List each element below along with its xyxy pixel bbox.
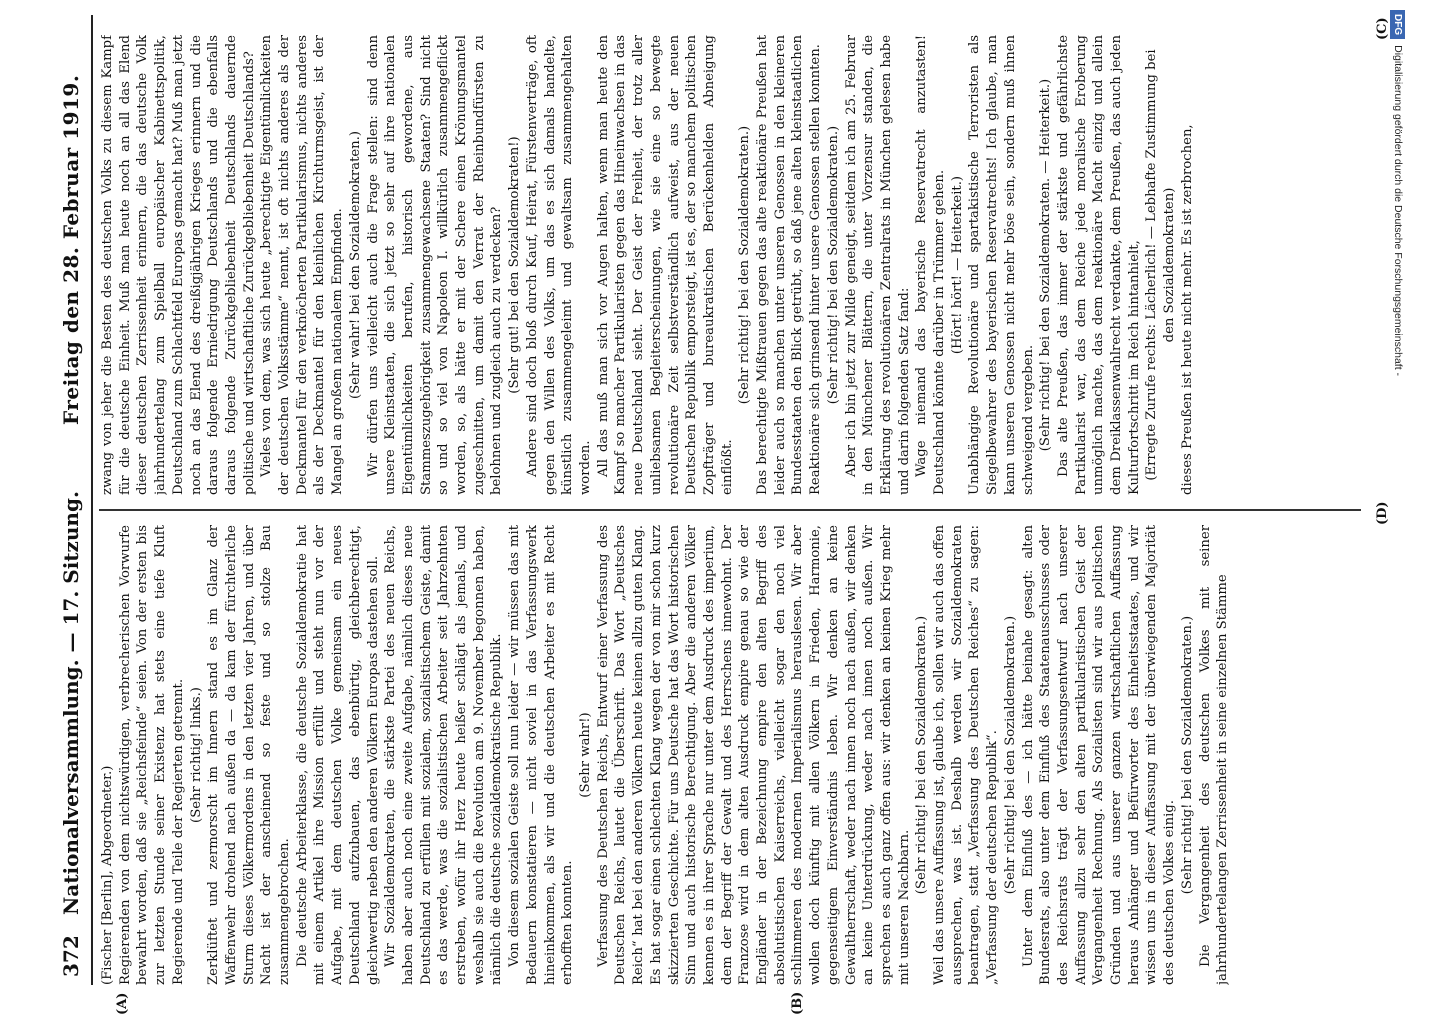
- right-column: [99, 35, 1359, 495]
- rotated-page: [55, 15, 1390, 1015]
- interjection: (Sehr richtig! bei den Sozialdemokraten. — Heiterkeit.): [1038, 78, 1054, 452]
- interjection: (Sehr richtig! bei den Sozialdemokraten.): [1179, 615, 1195, 895]
- paragraph: Vieles von dem, was sich heute „berechtigte Eigentümlichkeiten der deutschen Volksstämme“ nennt, ist oft nichts anderes als der Deckmantel für den verknöcherten Partikularismus, nichts anderes als der Deckmantel für den kleinlichen Kirchturmsgeist, ist der Mangel an großem nationalem Empfinden.: [259, 35, 346, 495]
- marker-d: (D): [1375, 501, 1390, 525]
- paragraph: Wage niemand das bayerische Reservatrecht anzutasten! Deutschland könnte darüber in Trümmer gehen.: [914, 35, 948, 495]
- interjection: (Sehr richtig! bei den Sozialdemokraten.): [1002, 615, 1018, 895]
- paragraph: Wir Sozialdemokraten, die stärkste Partei des neuen Reichs, haben aber auch noch eine zweite Aufgabe, nämlich dieses neue Deutschland zu erfüllen mit sozialem, sozialistischem Geiste, damit es das werde, was die sozialistischen Arbeiter seit Jahrzehnten erstreben, wofür ihr Herz heute heißer schlägt als jemals, und weshalb sie auch die Revolution am 9. November begonnen haben, nämlich die deutsche sozialdemokratische Republik.: [383, 525, 505, 985]
- session-title: Nationalversammlung. — 17. Sitzung.: [59, 491, 83, 915]
- paragraph: Zerklüftet und zermorscht im Innern stand es im Glanz der Waffenwehr drohend nach außen da — da kam der fürchterliche Sturm dieses Völkermordens in den letzten vier Jahren, und über Nacht ist der anscheinend so feste und so stolze Bau zusammengebrochen.: [206, 525, 293, 985]
- paragraph: Die Vergangenheit des deutschen Volkes mit seiner jahrhundertelangen Zerrissenheit in seine einzelnen Stämme: [1197, 525, 1231, 985]
- paragraph: Die deutsche Arbeiterklasse, die deutsche Sozialdemokratie hat mit einem Artikel ihre Mission erfüllt und steht nun vor der Aufgabe, mit dem deutschen Volke gemeinsam ein neues Deutschland aufzubauen, das ebenbürtig, gleichberechtigt, gleichwertig neben den anderen Völkern Europas dastehen soll.: [294, 525, 381, 985]
- funding-note: [1387, 10, 1409, 990]
- interjection: (Sehr gut! bei den Sozialdemokraten!): [507, 136, 523, 394]
- paragraph: (Fischer [Berlin], Abgeordneter.): [100, 765, 115, 985]
- paragraph: Unabhängige Revolutionäre und spartakistische Terroristen als Siegelbewahrer des bayerischen Reservatrechts! Ich glaube, man kann unseren Genossen nicht mehr böse sein, sondern muß ihnen schweigend vergeben.: [967, 35, 1036, 495]
- paragraph: Das berechtigte Mißtrauen gegen das alte reaktionäre Preußen hat leider auch so manchen unter unseren Genossen in den kleineren Bundesstaaten den Blick getrübt, so daß jene alten kleinstaatlichen Reaktionäre sich grinsend hinter unsere Genossen stellen konnten.: [755, 35, 824, 495]
- interjection: (Sehr richtig! bei den Sozialdemokraten.): [914, 615, 930, 895]
- paragraph: Das alte Preußen, das immer der stärkste und gefährlichste Partikularist war, das dem Reiche jede moralische Eroberung unmöglich machte, das dem reaktionäre Macht einzig und allein dem Dreiklassenwahlrecht verdankte, dem Preußen, das auch jeden Kulturfortschritt im Reich hintanhielt,: [1055, 35, 1142, 495]
- page-header: [55, 15, 91, 985]
- marker-b: (B): [790, 991, 805, 1015]
- paragraph: Andere sind doch bloß durch Kauf, Heirat, Fürstenverträge, oft gegen den Willen des Volks, um das es sich damals handelte, künstlich zusammengeleimt und gewaltsam zusammengehalten worden.: [524, 35, 593, 495]
- interjection: (Sehr richtig! links.): [188, 687, 204, 823]
- interjection: (Sehr wahr!): [577, 712, 593, 798]
- interjection: (Erregte Zurufe rechts: Lächerlich! — Lebhafte Zustimmung bei den Sozialdemokraten): [1144, 49, 1178, 481]
- paragraph: Von diesem sozialen Geiste soll nun leider — wir müssen das mit Bedauern konstatieren — nicht soviel in das Verfassungswerk hineinkommen, als wir und die deutschen Arbeiter es mit Recht erhofften konnten.: [507, 525, 576, 985]
- paragraph: Aber ich bin jetzt zur Milde geneigt, seitdem ich am 25. Februar in den Münchener Blättern, die unter Vorzensur standen, die Erklärung des revolutionären Zentralrats in München gelesen habe und darin folgenden Satz fand:: [843, 35, 912, 495]
- paragraph: dieses Preußen ist heute nicht mehr. Es ist zerbrochen,: [1179, 124, 1195, 495]
- marker-c: (C): [1375, 17, 1390, 40]
- paragraph: Wir dürfen uns vielleicht auch die Frage stellen: sind denn unsere Kleinstaaten, die sich jetzt so sehr auf ihre nationalen Eigentümlichkeiten berufen, historisch gewordene, aus Stammeszugehörigkeit zusammengewachsene Staaten? Sind nicht so und so viel von Napoleon I. willkürlich zusammengeflickt worden, so, als hätte er mit der Schere einen Krönungsmantel zugeschnitten, um damit den Verrat der Rheinbundfürsten zu belohnen und zugleich auch zu verdecken?: [365, 35, 505, 495]
- paragraph: Regierenden von dem nichtswürdigen, verbrecherischen Vorwurfe bewahrt worden, daß sie „Reichsfeinde“ seien. Von der ersten bis zur letzten Stunde seiner Existenz hat stets eine tiefe Kluft Regierende und Teile der Regierten getrennt.: [117, 525, 186, 985]
- paragraph: Verfassung des Deutschen Reichs, Entwurf einer Verfassung des Deutschen Reichs, lautet die Überschrift. Das Wort „Deutsches Reich“ hat bei den anderen Völkern heute keinen allzu guten Klang. Es hat sogar einen schlechten Klang wegen der von mir schon kurz skizzierten Geschichte. Für uns Deutsche hat das Wort historischen Sinn und auch historische Berechtigung. Aber die anderen Völker kennen es in ihrer Sprache nur unter dem Ausdruck des imperium, dem der Begriff der Gewalt und des Herrschens innewohnt. Der Franzose wird in dem alten Ausdruck empire genau so wie der Engländer in der Bezeichnung empire den alten Begriff des absolutistischen Kaiserreichs, vielleicht sogar den noch viel schlimmeren des modernen Imperialismus herauslesen. Wir aber wollen doch künftig mit allen Völkern in Frieden, Harmonie, gegenseitigem Einverständnis leben. Wir denken an keine Gewaltherrschaft, weder nach innen noch nach außen, wir denken an keine Unterdrückung, weder nach innen noch außen. Wir sprechen es auch ganz offen aus: wir denken an keinen Krieg mehr mit unseren Nachbarn.: [595, 525, 912, 985]
- interjection: (Sehr wahr! bei den Sozialdemokraten.): [347, 131, 363, 399]
- interjection: (Hört! hört! — Heiterkeit.): [949, 175, 965, 355]
- interjection: (Sehr richtig! bei den Sozialdemokraten.): [825, 125, 841, 405]
- session-date: Freitag den 28. Februar 1919.: [59, 74, 83, 425]
- column-divider: [99, 509, 1361, 511]
- interjection: (Sehr richtig! bei den Sozialdemokraten.): [737, 125, 753, 405]
- header-rule: [91, 15, 93, 985]
- left-column: [99, 525, 1359, 985]
- paragraph: Unter dem Einfluß des — ich hätte beinahe gesagt: alten Bundesrats, also unter dem Einfluß des Staatenausschusses oder des Reichsrats trägt der Verfassungsentwurf nach unserer Auffassung allzu sehr den alten partikularistischen Geist der Vergangenheit Rechnung. Als Sozialisten sind wir aus politischen Gründen und aus unserer ganzen wirtschaftlichen Auffassung heraus Anhänger und Befürworter des Einheitsstaates, und wir wissen uns in dieser Auffassung mit der überwiegenden Majorität des deutschen Volkes einig.: [1020, 525, 1178, 985]
- paragraph: Weil das unsere Auffassung ist, glaube ich, sollen wir auch das offen aussprechen, was ist. Deshalb werden wir Sozialdemokraten beantragen, statt „Verfassung des Deutschen Reiches“ zu sagen: „Verfassung der deutschen Republik“.: [932, 525, 1001, 985]
- paragraph: zwang von jeher die Besten des deutschen Volks zu diesem Kampf für die deutsche Einheit. Muß man heute noch an all das Elend dieser deutschen Zerrissenheit erinnern, die das deutsche Volk jahrhundertelang zum Spielball europäischer Kabinettspolitik, Deutschland zum Schlachtfeld Europas gemacht hat? Muß man jetzt noch an das Elend des dreißigjährigen Krieges erinnern und die daraus folgende Erniedrigung Deutschlands und die ebenfalls daraus folgende Zurückgebliebenheit Deutschlands dauernde politische und wirtschaftliche Zurückgebliebenheit Deutschlands?: [100, 35, 257, 495]
- page-number: 372: [59, 935, 83, 977]
- marker-a: (A): [115, 992, 130, 1015]
- paragraph: All das muß man sich vor Augen halten, wenn man heute den Kampf so mancher Partikularisten gegen das Hineinwachsen in das neue Deutschland sieht. Der Geist der Freiheit, der trotz aller unliebsamen Begleiterscheinungen, wie sie eine so bewegte revolutionäre Zeit selbstverständlich aufweist, aus der neuen Deutschen Republik emporsteigt, ist es, der so manchem politischen Zopfträger und bureaukratischen Berückenhelden Abneigung einflößt.: [595, 35, 735, 495]
- dfg-logo: DFG: [1390, 10, 1405, 39]
- funding-text: Digitalisierung gefördert durch die Deutsche Forschungsgemeinschaft -: [1392, 45, 1404, 377]
